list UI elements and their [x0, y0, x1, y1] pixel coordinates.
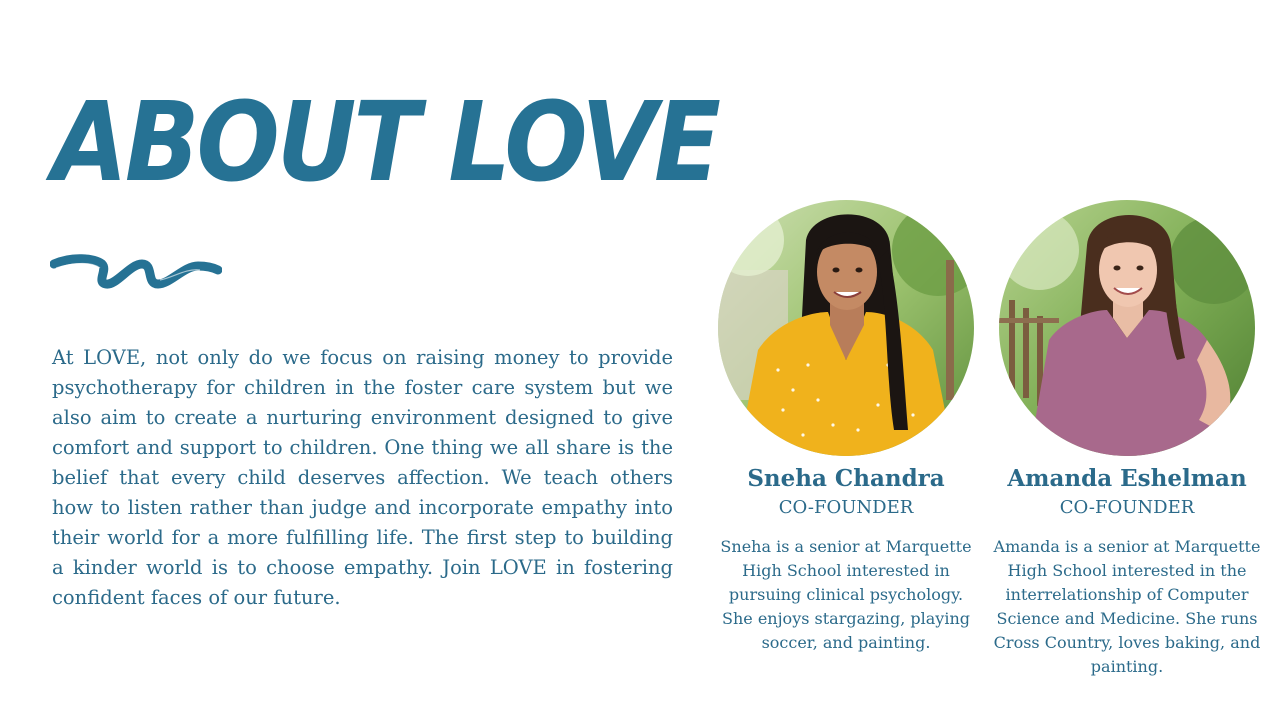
- intro-paragraph: At LOVE, not only do we focus on raising money to provide psychotherapy for children in the foster care system but we also aim to create a nurturing environment designed to give comfort and support to children. One thing we all share is the belief that every child deserves affection. We teach others how to listen rather than judge and incorporate empathy into their world for a more fulfilling life. The first step to building a kinder world is to choose empathy. Join LOVE in fostering confident faces of our future.: [52, 346, 673, 609]
- founder-card: [706, 200, 986, 655]
- page-title: ABOUT LOVE: [52, 79, 718, 207]
- founder-bio: Sneha is a senior at Marquette High School interested in pursuing clinical psychology. She enjoys stargazing, playing soccer, and painting.: [720, 537, 972, 652]
- founder-photo: [999, 200, 1255, 456]
- founder-role: CO-FOUNDER: [778, 497, 914, 518]
- squiggle-decoration-icon: [50, 250, 222, 294]
- founder-role: CO-FOUNDER: [1059, 497, 1195, 518]
- founder-name: Sneha Chandra: [747, 465, 945, 492]
- founder-card: [987, 200, 1267, 679]
- founder-bio: Amanda is a senior at Marquette High School interested in the interrelationship of Computer Science and Medicine. She runs Cross Country, loves baking, and painting.: [993, 537, 1261, 676]
- founder-photo: [718, 200, 974, 456]
- founder-name: Amanda Eshelman: [1007, 465, 1247, 492]
